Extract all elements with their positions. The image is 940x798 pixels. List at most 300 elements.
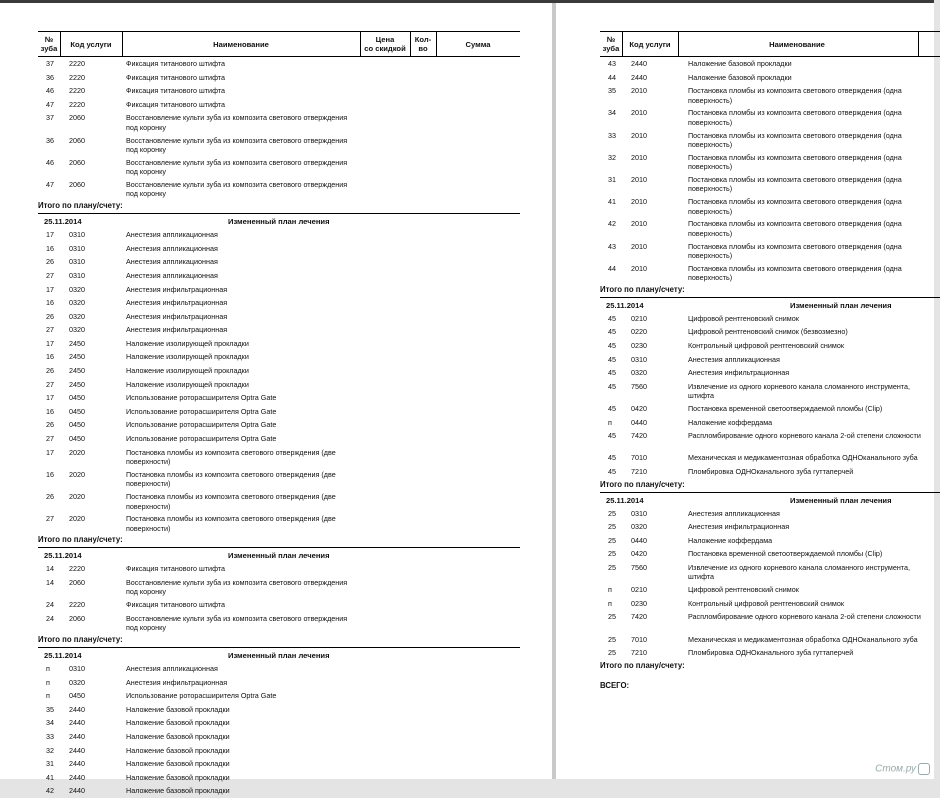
tooth-number: 27 xyxy=(46,270,54,280)
service-code: 7010 xyxy=(631,634,647,644)
table-row xyxy=(38,512,520,534)
table-row xyxy=(38,391,520,405)
tooth-number: 16 xyxy=(46,469,54,479)
service-code: 0310 xyxy=(631,508,647,518)
watermark: Стом.ру xyxy=(875,763,930,775)
service-code: 0310 xyxy=(69,663,85,673)
service-code: 2440 xyxy=(631,59,647,68)
service-name: Пломбировка ОДНОканального зуба гуттаперчей xyxy=(688,467,854,476)
service-name: Наложение коффердама xyxy=(688,535,773,545)
service-code: 0450 xyxy=(69,393,85,403)
plan-section-header xyxy=(600,492,940,507)
service-name: Фиксация титанового штифта xyxy=(126,564,226,574)
table-header xyxy=(600,31,940,57)
service-code: 0320 xyxy=(69,298,85,308)
tooth-number: 33 xyxy=(46,731,54,741)
table-row xyxy=(600,633,940,647)
service-code: 0210 xyxy=(631,585,647,595)
service-code: 2220 xyxy=(69,99,85,109)
service-code: 0320 xyxy=(631,368,647,378)
tooth-number: 25 xyxy=(608,508,616,518)
tooth-number: 42 xyxy=(46,786,54,796)
service-name: Постановка пломбы из композита светового отверждения (две поверхности) xyxy=(126,514,336,533)
tooth-number: 26 xyxy=(46,492,54,501)
tooth-number: 45 xyxy=(608,404,616,414)
service-code: 2060 xyxy=(69,577,85,587)
service-code: 0230 xyxy=(631,598,647,608)
table-row xyxy=(38,612,520,634)
tooth-number: 45 xyxy=(608,431,616,441)
service-code: 0420 xyxy=(631,404,647,414)
table-row xyxy=(600,451,940,465)
plan-section-header xyxy=(38,647,520,662)
table-row xyxy=(600,57,940,71)
service-code: 7420 xyxy=(631,431,647,441)
col-price: Цена со скидкой xyxy=(364,35,406,53)
service-name: Фиксация титанового штифта xyxy=(126,99,226,109)
service-name: Наложение базовой прокладки xyxy=(126,759,230,769)
plan-total-label: Итого по плану/счету: xyxy=(600,284,685,294)
service-code: 7560 xyxy=(631,562,647,572)
table-row xyxy=(600,240,940,262)
service-code: 2010 xyxy=(631,197,647,207)
treatment-table-left xyxy=(38,3,520,798)
service-code: 2020 xyxy=(69,514,85,524)
tooth-number: 37 xyxy=(46,113,54,123)
tooth-number: 41 xyxy=(608,197,616,207)
table-row xyxy=(600,325,940,339)
col-name: Наименование xyxy=(769,39,825,49)
table-row xyxy=(38,255,520,269)
service-code: 2440 xyxy=(69,772,85,782)
tooth-number: 35 xyxy=(608,86,616,96)
service-code: 2020 xyxy=(69,492,85,501)
service-code: 2010 xyxy=(631,241,647,251)
tooth-number: 45 xyxy=(608,381,616,391)
section-title: Измененный план лечения xyxy=(228,217,330,227)
service-name: Анестезия аппликационная xyxy=(126,257,218,267)
service-code: 0450 xyxy=(69,420,85,430)
tooth-number: 16 xyxy=(46,298,54,308)
tooth-number: 33 xyxy=(608,130,616,140)
tooth-logo-icon xyxy=(918,763,930,775)
col-tooth-number: № зуба xyxy=(602,35,620,53)
plan-total-label: Итого по плану/счету: xyxy=(38,201,123,211)
service-name: Извлечение из одного корневого канала сломанного инструмента, штифта xyxy=(688,562,910,582)
service-name: Постановка пломбы из композита светового отверждения (одна поверхность) xyxy=(688,263,902,283)
tooth-number: 43 xyxy=(608,241,616,251)
service-name: Наложение изолирующей прокладки xyxy=(126,366,249,376)
table-row xyxy=(600,129,940,151)
service-code: 2020 xyxy=(69,447,85,457)
tooth-number: 26 xyxy=(46,420,54,430)
service-name: Постановка пломбы из композита светового отверждения (две поверхности) xyxy=(126,492,336,511)
service-code: 7420 xyxy=(631,612,647,622)
tooth-number: 27 xyxy=(46,514,54,524)
tooth-number: 45 xyxy=(608,327,616,337)
plan-section-header xyxy=(38,547,520,562)
table-row xyxy=(38,269,520,283)
service-name: Наложение изолирующей прокладки xyxy=(126,338,249,348)
service-code: 0320 xyxy=(69,284,85,294)
tooth-number: п xyxy=(46,663,50,673)
service-code: 2450 xyxy=(69,366,85,376)
plan-section-header xyxy=(38,213,520,228)
tooth-number: 46 xyxy=(46,86,54,96)
service-name: Постановка временной светоотверждаемой пломбы (Clip) xyxy=(688,549,883,559)
plan-total-label: Итого по плану/счету: xyxy=(600,660,685,670)
service-code: 2010 xyxy=(631,108,647,118)
service-code: 2020 xyxy=(69,469,85,479)
table-row xyxy=(38,576,520,598)
service-name: Наложение базовой прокладки xyxy=(688,72,792,82)
service-name: Постановка временной светоотверждаемой пломбы (Clip) xyxy=(688,404,883,414)
section-title: Измененный план лечения xyxy=(228,650,330,660)
table-row xyxy=(38,228,520,242)
table-row xyxy=(38,378,520,392)
service-code: 2010 xyxy=(631,263,647,273)
service-name: Цифровой рентгеновский снимок xyxy=(688,585,799,595)
table-row xyxy=(600,84,940,106)
table-row xyxy=(600,507,940,521)
tooth-number: 45 xyxy=(608,341,616,351)
service-name: Восстановление культи зуба из композита светового отверждения под коронку xyxy=(126,613,348,633)
table-row xyxy=(38,662,520,676)
table-row xyxy=(600,353,940,367)
service-code: 2010 xyxy=(631,174,647,184)
col-sum: Сумма xyxy=(465,39,491,49)
tooth-number: п xyxy=(608,598,612,608)
service-name: Фиксация титанового штифта xyxy=(126,59,226,68)
document-page-right xyxy=(556,3,934,779)
table-row xyxy=(38,296,520,310)
tooth-number: 14 xyxy=(46,577,54,587)
service-code: 2440 xyxy=(69,745,85,755)
tooth-number: 34 xyxy=(608,108,616,118)
table-row xyxy=(600,402,940,416)
service-code: 2010 xyxy=(631,130,647,140)
service-name: Механическая и медикаментозная обработка ОДНОканального зуба xyxy=(688,634,918,644)
service-name: Постановка пломбы из композита светового отверждения (одна поверхность) xyxy=(688,108,902,127)
service-name: Постановка пломбы из композита светового отверждения (одна поверхность) xyxy=(688,174,902,194)
service-name: Восстановление культи зуба из композита светового отверждения под коронку xyxy=(126,135,348,155)
table-row xyxy=(38,418,520,432)
col-qty: Кол- во xyxy=(414,35,432,53)
service-name: Анестезия инфильтрационная xyxy=(126,298,228,308)
service-name: Анестезия аппликационная xyxy=(126,663,218,673)
service-name: Постановка пломбы из композита светового отверждения (одна поверхность) xyxy=(688,241,902,260)
service-code: 2440 xyxy=(69,718,85,728)
table-row xyxy=(600,429,940,451)
service-name: Анестезия инфильтрационная xyxy=(688,522,790,532)
table-row xyxy=(600,195,940,217)
service-name: Фиксация титанового штифта xyxy=(126,72,226,82)
table-row xyxy=(38,716,520,730)
service-code: 2220 xyxy=(69,59,85,68)
service-name: Механическая и медикаментозная обработка ОДНОканального зуба xyxy=(688,453,918,463)
service-name: Постановка пломбы из композита светового отверждения (одна поверхность) xyxy=(688,152,902,172)
tooth-number: 45 xyxy=(608,467,616,476)
service-code: 0220 xyxy=(631,327,647,337)
service-name: Анестезия аппликационная xyxy=(126,243,218,253)
service-name: Пломбировка ОДНОканального зуба гуттаперчей xyxy=(688,648,854,658)
tooth-number: п xyxy=(608,585,612,595)
section-title: Измененный план лечения xyxy=(790,300,892,310)
table-row xyxy=(600,520,940,534)
tooth-number: п xyxy=(46,677,50,687)
tooth-number: 47 xyxy=(46,99,54,109)
service-code: 2440 xyxy=(69,731,85,741)
service-name: Анестезия инфильтрационная xyxy=(126,677,228,687)
service-code: 2060 xyxy=(69,157,85,167)
tooth-number: 26 xyxy=(46,366,54,376)
tooth-number: 45 xyxy=(608,368,616,378)
service-code: 2220 xyxy=(69,72,85,82)
service-name: Наложение изолирующей прокладки xyxy=(126,379,249,389)
service-code: 2060 xyxy=(69,113,85,123)
tooth-number: 43 xyxy=(608,59,616,68)
service-code: 2010 xyxy=(631,86,647,96)
service-code: 0310 xyxy=(69,243,85,253)
service-code: 2220 xyxy=(69,600,85,610)
table-row xyxy=(38,337,520,351)
table-row xyxy=(600,597,940,611)
service-name: Цифровой рентгеновский снимок xyxy=(688,313,799,323)
service-code: 2220 xyxy=(69,86,85,96)
service-code: 7210 xyxy=(631,467,647,476)
plan-total-label: Итого по плану/счету: xyxy=(600,479,685,489)
service-code: 2060 xyxy=(69,613,85,623)
table-row xyxy=(38,703,520,717)
tooth-number: 27 xyxy=(46,434,54,444)
service-name: Наложение базовой прокладки xyxy=(126,745,230,755)
table-row xyxy=(38,310,520,324)
tooth-number: 31 xyxy=(46,759,54,769)
service-name: Наложение базовой прокладки xyxy=(688,59,792,68)
table-row xyxy=(38,84,520,98)
service-name: Анестезия инфильтрационная xyxy=(126,284,228,294)
table-row xyxy=(600,547,940,561)
service-name: Восстановление культи зуба из композита светового отверждения под коронку xyxy=(126,179,348,199)
tooth-number: 14 xyxy=(46,564,54,574)
table-row xyxy=(38,676,520,690)
tooth-number: 17 xyxy=(46,338,54,348)
service-name: Анестезия инфильтрационная xyxy=(688,368,790,378)
service-code: 0440 xyxy=(631,535,647,545)
table-row xyxy=(38,134,520,156)
table-row xyxy=(600,366,940,380)
table-row xyxy=(38,432,520,446)
tooth-number: п xyxy=(46,691,50,701)
tooth-number: 25 xyxy=(608,549,616,559)
table-row xyxy=(600,610,940,632)
table-row xyxy=(38,771,520,785)
tooth-number: 35 xyxy=(46,704,54,714)
service-name: Постановка пломбы из композита светового отверждения (две поверхности) xyxy=(126,447,336,467)
table-row xyxy=(600,465,940,479)
grand-total-label: ВСЕГО: xyxy=(600,680,630,690)
tooth-number: 25 xyxy=(608,535,616,545)
service-code: 0440 xyxy=(631,417,647,427)
service-code: 2440 xyxy=(69,786,85,796)
service-code: 2060 xyxy=(69,179,85,189)
service-name: Анестезия аппликационная xyxy=(126,270,218,280)
tooth-number: 34 xyxy=(46,718,54,728)
col-tooth-number: № зуба xyxy=(40,35,58,53)
table-row xyxy=(38,364,520,378)
tooth-number: 25 xyxy=(608,522,616,532)
section-date: 25.11.2014 xyxy=(44,217,82,227)
tooth-number: 42 xyxy=(608,219,616,229)
section-date: 25.11.2014 xyxy=(44,650,82,660)
service-code: 0320 xyxy=(69,677,85,687)
table-row xyxy=(600,151,940,173)
tooth-number: 32 xyxy=(46,745,54,755)
tooth-number: 36 xyxy=(46,135,54,145)
tooth-number: 16 xyxy=(46,352,54,362)
service-code: 2440 xyxy=(69,759,85,769)
service-name: Постановка пломбы из композита светового отверждения (одна поверхность) xyxy=(688,130,902,150)
service-name: Использование роторасширителя Optra Gate xyxy=(126,691,277,701)
tooth-number: 37 xyxy=(46,59,54,68)
table-row xyxy=(38,744,520,758)
service-name: Использование роторасширителя Optra Gate xyxy=(126,393,277,403)
table-row xyxy=(38,350,520,364)
service-name: Наложение базовой прокладки xyxy=(126,731,230,741)
service-name: Анестезия аппликационная xyxy=(688,508,780,518)
service-name: Восстановление культи зуба из композита светового отверждения под коронку xyxy=(126,577,348,597)
plan-section-header xyxy=(600,297,940,312)
tooth-number: 24 xyxy=(46,600,54,610)
service-code: 7210 xyxy=(631,648,647,658)
tooth-number: 41 xyxy=(46,772,54,782)
service-code: 0320 xyxy=(631,522,647,532)
tooth-number: 46 xyxy=(46,157,54,167)
table-row xyxy=(38,405,520,419)
table-row xyxy=(38,598,520,612)
plan-total-label: Итого по плану/счету: xyxy=(38,634,123,644)
table-row xyxy=(38,111,520,133)
tooth-number: 45 xyxy=(608,313,616,323)
tooth-number: 24 xyxy=(46,613,54,623)
service-code: 0450 xyxy=(69,691,85,701)
service-name: Восстановление культи зуба из композита светового отверждения под коронку xyxy=(126,157,348,177)
service-name: Восстановление культи зуба из композита светового отверждения под коронку xyxy=(126,113,348,132)
service-code: 2060 xyxy=(69,135,85,145)
service-name: Распломбирование одного корневого канала 2-ой степени сложности xyxy=(688,431,921,441)
service-code: 2450 xyxy=(69,379,85,389)
service-name: Наложение коффердама xyxy=(688,417,773,427)
table-row xyxy=(600,262,940,284)
tooth-number: 16 xyxy=(46,406,54,416)
service-name: Использование роторасширителя Optra Gate xyxy=(126,406,277,416)
service-name: Анестезия инфильтрационная xyxy=(126,325,228,335)
table-row xyxy=(38,57,520,71)
tooth-number: 25 xyxy=(608,648,616,658)
service-code: 0230 xyxy=(631,341,647,351)
service-name: Постановка пломбы из композита светового отверждения (одна поверхность) xyxy=(688,219,902,238)
table-row xyxy=(38,468,520,490)
service-name: Использование роторасширителя Optra Gate xyxy=(126,420,277,430)
service-code: 2010 xyxy=(631,152,647,162)
service-name: Контрольный цифровой рентгеновский снимок xyxy=(688,598,845,608)
treatment-table-right xyxy=(600,3,940,690)
tooth-number: 31 xyxy=(608,174,616,184)
section-date: 25.11.2014 xyxy=(606,300,644,310)
tooth-number: 25 xyxy=(608,634,616,644)
tooth-number: 25 xyxy=(608,562,616,572)
section-date: 25.11.2014 xyxy=(44,551,82,561)
service-code: 0320 xyxy=(69,325,85,335)
service-code: 7560 xyxy=(631,381,647,391)
table-row xyxy=(38,323,520,337)
col-service-code: Код услуги xyxy=(70,39,112,49)
table-row xyxy=(38,242,520,256)
service-name: Анестезия аппликационная xyxy=(126,230,218,240)
table-row xyxy=(38,784,520,798)
table-row xyxy=(600,561,940,583)
service-code: 2440 xyxy=(69,704,85,714)
service-code: 2450 xyxy=(69,352,85,362)
table-row xyxy=(38,689,520,703)
service-name: Фиксация титанового штифта xyxy=(126,86,226,96)
tooth-number: 17 xyxy=(46,284,54,294)
table-header xyxy=(38,31,520,57)
table-row xyxy=(38,562,520,576)
service-name: Наложение базовой прокладки xyxy=(126,772,230,782)
table-row xyxy=(38,757,520,771)
tooth-number: 27 xyxy=(46,325,54,335)
tooth-number: 27 xyxy=(46,379,54,389)
tooth-number: 17 xyxy=(46,230,54,240)
table-row xyxy=(38,178,520,200)
table-row xyxy=(600,106,940,128)
section-title: Измененный план лечения xyxy=(790,495,892,505)
service-name: Извлечение из одного корневого канала сломанного инструмента, штифта xyxy=(688,381,910,401)
tooth-number: 45 xyxy=(608,354,616,364)
tooth-number: 16 xyxy=(46,243,54,253)
service-name: Цифровой рентгеновский снимок (безвозмезно) xyxy=(688,327,848,337)
service-name: Анестезия аппликационная xyxy=(688,354,780,364)
tooth-number: 44 xyxy=(608,72,616,82)
tooth-number: 45 xyxy=(608,453,616,463)
table-row xyxy=(38,446,520,468)
service-code: 0420 xyxy=(631,549,647,559)
table-row xyxy=(600,416,940,430)
section-title: Измененный план лечения xyxy=(228,551,330,561)
service-name: Анестезия инфильтрационная xyxy=(126,311,228,321)
tooth-number: 44 xyxy=(608,263,616,273)
service-name: Постановка пломбы из композита светового отверждения (одна поверхность) xyxy=(688,86,902,105)
service-code: 2450 xyxy=(69,338,85,348)
table-row xyxy=(600,217,940,239)
table-row xyxy=(38,283,520,297)
tooth-number: 47 xyxy=(46,179,54,189)
table-row xyxy=(38,490,520,512)
table-row xyxy=(38,98,520,112)
section-date: 25.11.2014 xyxy=(606,495,644,505)
service-code: 7010 xyxy=(631,453,647,463)
service-code: 0310 xyxy=(69,230,85,240)
tooth-number: п xyxy=(608,417,612,427)
service-name: Фиксация титанового штифта xyxy=(126,600,226,610)
service-name: Наложение базовой прокладки xyxy=(126,786,230,796)
service-name: Наложение базовой прокладки xyxy=(126,704,230,714)
service-code: 0310 xyxy=(69,270,85,280)
tooth-number: 25 xyxy=(608,612,616,622)
table-row xyxy=(600,71,940,85)
service-code: 0320 xyxy=(69,311,85,321)
